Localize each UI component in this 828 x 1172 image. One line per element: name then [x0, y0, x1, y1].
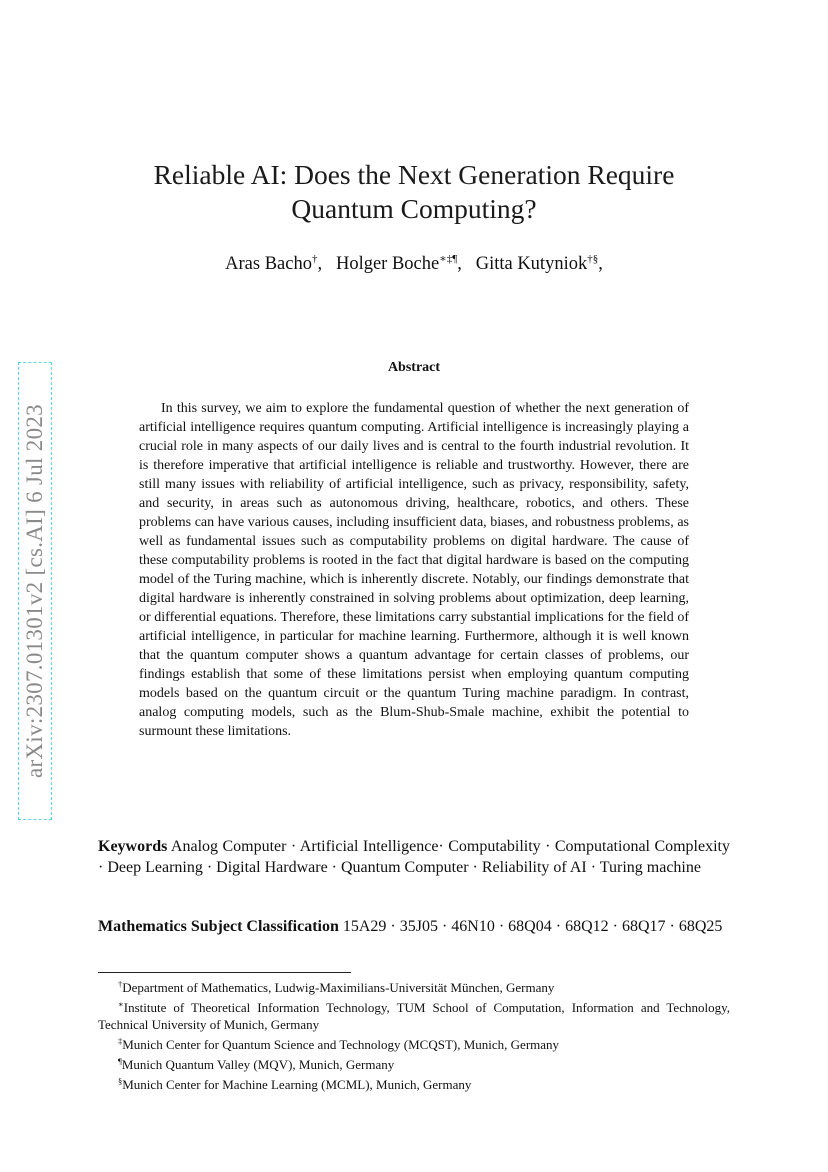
author-list: Aras Bacho†, Holger Boche∗‡¶, Gitta Kutyniok†§,	[225, 253, 603, 274]
footnote-mark: ‡	[118, 1036, 123, 1046]
author-1-marks: †	[311, 253, 318, 265]
footnote-mark: ¶	[118, 1056, 122, 1066]
title-line-2: Quantum Computing?	[291, 193, 537, 224]
footnote-mark: §	[118, 1076, 123, 1086]
abstract-body: In this survey, we aim to explore the fundamental question of whether the next generation of artificial intelligence requires quantum computing. Artificial intelligence is increasingly playing a crucial role in many aspects of our daily lives and is central to the fourth industrial revolution. It is therefore imperative that artificial intelligence is reliable and trustworthy. However, there are still many issues with reliability of artificial intelligence, such as privacy, responsibility, safety, and security, in areas such as autonomous driving, healthcare, robotics, and others. These problems can have various causes, including insufficient data, biases, and robustness problems, as well as fundamental issues such as computability problems on digital hardware. The cause of these computability problems is rooted in the fact that digital hardware is based on the computing model of the Turing machine, which is inherently discrete. Notably, our findings demonstrate that digital hardware is inherently constrained in solving problems about optimization, deep learning, or differential equations. Therefore, these limitations carry substantial implications for the field of artificial intelligence, in particular for machine learning. Furthermore, although it is well known that the quantum computer shows a quantum advantage for certain classes of problems, our findings establish that some of these limitations persist when employing quantum computing models based on the quantum circuit or the quantum Turing machine paradigm. In contrast, analog computing models, such as the Blum-Shub-Smale machine, exhibit the potential to surmount these limitations.	[139, 401, 689, 739]
keywords-text: Analog Computer · Artificial Intelligence· Computability · Computational Complexity · Deep Learning · Digital Hardware · Quantum Computer · Reliability of AI · Turing machine	[98, 838, 730, 876]
msc-label: Mathematics Subject Classification	[98, 918, 339, 935]
keywords-label: Keywords	[98, 838, 168, 855]
footnote-divider	[98, 972, 351, 973]
footnote	[98, 976, 730, 996]
footnote-text: Munich Quantum Valley (MQV), Munich, Germany	[121, 1057, 395, 1072]
arxiv-identifier: arXiv:2307.01301v2 [cs.AI] 6 Jul 2023	[22, 404, 47, 778]
author-3-marks: †§	[587, 253, 599, 265]
footnote-mark: ∗	[118, 999, 124, 1009]
paper-title	[110, 158, 718, 226]
footnote-text: Institute of Theoretical Information Technology, TUM School of Computation, Information and Technology, Technical University of Munich, Germany	[98, 1000, 730, 1032]
footnote	[98, 996, 730, 1033]
abstract-heading: Abstract	[387, 360, 441, 375]
msc-section	[98, 917, 730, 938]
author-2-marks: ∗‡¶	[439, 253, 458, 265]
keywords-section	[98, 837, 730, 878]
author-2-name: Holger Boche	[335, 254, 440, 274]
author-3-name: Gitta Kutyniok	[475, 254, 588, 274]
arxiv-identifier-stamp	[18, 362, 52, 820]
author-1-name: Aras Bacho	[225, 254, 312, 274]
msc-codes: 15A29 · 35J05 · 46N10 · 68Q04 · 68Q12 · 68Q17 · 68Q25	[342, 918, 723, 935]
footnote-text: Munich Center for Machine Learning (MCML), Munich, Germany	[122, 1077, 472, 1092]
footnote-text: Department of Mathematics, Ludwig-Maximilians-Universität München, Germany	[122, 980, 555, 995]
footnote	[98, 1033, 730, 1053]
footnote-mark: †	[118, 979, 123, 989]
footnote	[98, 1073, 730, 1093]
footnote-text: Munich Center for Quantum Science and Technology (MCQST), Munich, Germany	[122, 1037, 560, 1052]
footnotes	[98, 976, 730, 1093]
title-line-1: Reliable AI: Does the Next Generation Require	[153, 159, 675, 190]
footnote	[98, 1053, 730, 1073]
